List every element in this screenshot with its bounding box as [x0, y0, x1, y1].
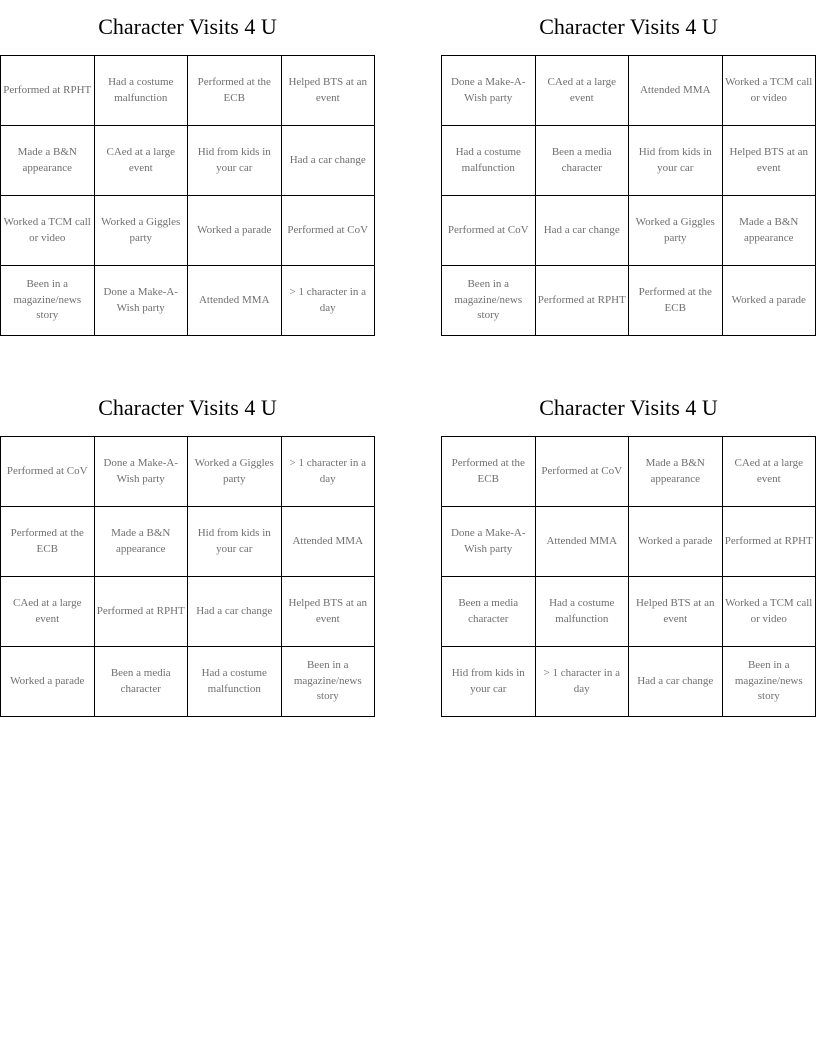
bingo-cell: Worked a TCM call or video — [722, 56, 816, 126]
bingo-cell: Done a Make-A-Wish party — [442, 56, 536, 126]
bingo-cell: > 1 character in a day — [535, 647, 629, 717]
bingo-cell: Done a Make-A-Wish party — [94, 437, 188, 507]
bingo-card-4 — [441, 381, 816, 717]
bingo-cell: Been a media character — [535, 126, 629, 196]
bingo-cell: Been a media character — [442, 577, 536, 647]
bingo-cell: Had a car change — [188, 577, 282, 647]
bingo-cell: Had a costume malfunction — [94, 56, 188, 126]
bingo-card-3 — [0, 381, 375, 717]
bingo-cell: Performed at CoV — [1, 437, 95, 507]
grid-row — [1, 56, 375, 126]
bingo-cell: Had a costume malfunction — [535, 577, 629, 647]
bingo-cell: Performed at RPHT — [722, 507, 816, 577]
grid-row — [442, 437, 816, 507]
bingo-cell: Worked a Giggles party — [188, 437, 282, 507]
bingo-cell: Had a costume malfunction — [188, 647, 282, 717]
card-title: Character Visits 4 U — [539, 14, 718, 39]
bingo-grid — [0, 436, 375, 717]
card-title: Character Visits 4 U — [98, 395, 277, 420]
bingo-cell: Made a B&N appearance — [722, 196, 816, 266]
grid-row — [1, 266, 375, 336]
grid-row — [442, 56, 816, 126]
bingo-cell: Hid from kids in your car — [188, 126, 282, 196]
bingo-cell: Helped BTS at an event — [722, 126, 816, 196]
bingo-cell: Made a B&N appearance — [94, 507, 188, 577]
bingo-cell: Attended MMA — [535, 507, 629, 577]
bingo-cell: Had a car change — [629, 647, 723, 717]
bingo-cell: Worked a Giggles party — [629, 196, 723, 266]
bingo-cell: Done a Make-A-Wish party — [442, 507, 536, 577]
bingo-cell: Worked a parade — [722, 266, 816, 336]
bingo-grid — [0, 55, 375, 336]
grid-row — [442, 577, 816, 647]
grid-row — [1, 647, 375, 717]
bingo-cell: Performed at CoV — [535, 437, 629, 507]
bingo-cell: Worked a parade — [188, 196, 282, 266]
bingo-cell: Helped BTS at an event — [281, 577, 375, 647]
bingo-cell: Worked a parade — [629, 507, 723, 577]
bingo-cell: Helped BTS at an event — [629, 577, 723, 647]
grid-row — [1, 507, 375, 577]
bingo-cell: Hid from kids in your car — [629, 126, 723, 196]
bingo-cell: Had a car change — [281, 126, 375, 196]
bingo-grid — [441, 55, 816, 336]
grid-row — [1, 126, 375, 196]
bingo-cell: Attended MMA — [281, 507, 375, 577]
grid-row — [442, 196, 816, 266]
bingo-cell: Performed at the ECB — [442, 437, 536, 507]
grid-row — [1, 577, 375, 647]
bingo-cell: Performed at the ECB — [1, 507, 95, 577]
bingo-cell: CAed at a large event — [1, 577, 95, 647]
bingo-cell: Worked a Giggles party — [94, 196, 188, 266]
bingo-grid — [441, 436, 816, 717]
grid-row — [1, 196, 375, 266]
bingo-cell: Hid from kids in your car — [188, 507, 282, 577]
grid-row — [442, 647, 816, 717]
bingo-cell: CAed at a large event — [535, 56, 629, 126]
bingo-cell: Performed at CoV — [442, 196, 536, 266]
bingo-cell: > 1 character in a day — [281, 266, 375, 336]
grid-row — [442, 507, 816, 577]
bingo-cell: Been in a magazine/news story — [1, 266, 95, 336]
bingo-cell: Done a Make-A-Wish party — [94, 266, 188, 336]
bingo-cell: Performed at RPHT — [535, 266, 629, 336]
grid-row — [442, 266, 816, 336]
bingo-cell: Attended MMA — [629, 56, 723, 126]
bingo-cell: Hid from kids in your car — [442, 647, 536, 717]
bingo-cell: Helped BTS at an event — [281, 56, 375, 126]
bingo-cell: Made a B&N appearance — [629, 437, 723, 507]
bingo-cell: Worked a TCM call or video — [1, 196, 95, 266]
bingo-cell: Been in a magazine/news story — [722, 647, 816, 717]
bingo-cell: Performed at the ECB — [188, 56, 282, 126]
bingo-card-1 — [0, 0, 375, 336]
bingo-cell: > 1 character in a day — [281, 437, 375, 507]
bingo-cell: Had a costume malfunction — [442, 126, 536, 196]
bingo-cell: Been a media character — [94, 647, 188, 717]
bingo-cell: Performed at CoV — [281, 196, 375, 266]
bingo-cell: Been in a magazine/news story — [281, 647, 375, 717]
grid-row — [1, 437, 375, 507]
bingo-cell: Performed at RPHT — [94, 577, 188, 647]
bingo-cell: Had a car change — [535, 196, 629, 266]
bingo-cell: CAed at a large event — [94, 126, 188, 196]
grid-row — [442, 126, 816, 196]
bingo-cell: Attended MMA — [188, 266, 282, 336]
card-title: Character Visits 4 U — [98, 14, 277, 39]
bingo-cell: Performed at RPHT — [1, 56, 95, 126]
bingo-cell: Been in a magazine/news story — [442, 266, 536, 336]
bingo-cell: Worked a TCM call or video — [722, 577, 816, 647]
bingo-cell: Performed at the ECB — [629, 266, 723, 336]
bingo-card-2 — [441, 0, 816, 336]
bingo-cell: CAed at a large event — [722, 437, 816, 507]
bingo-cell: Made a B&N appearance — [1, 126, 95, 196]
card-title: Character Visits 4 U — [539, 395, 718, 420]
bingo-cell: Worked a parade — [1, 647, 95, 717]
